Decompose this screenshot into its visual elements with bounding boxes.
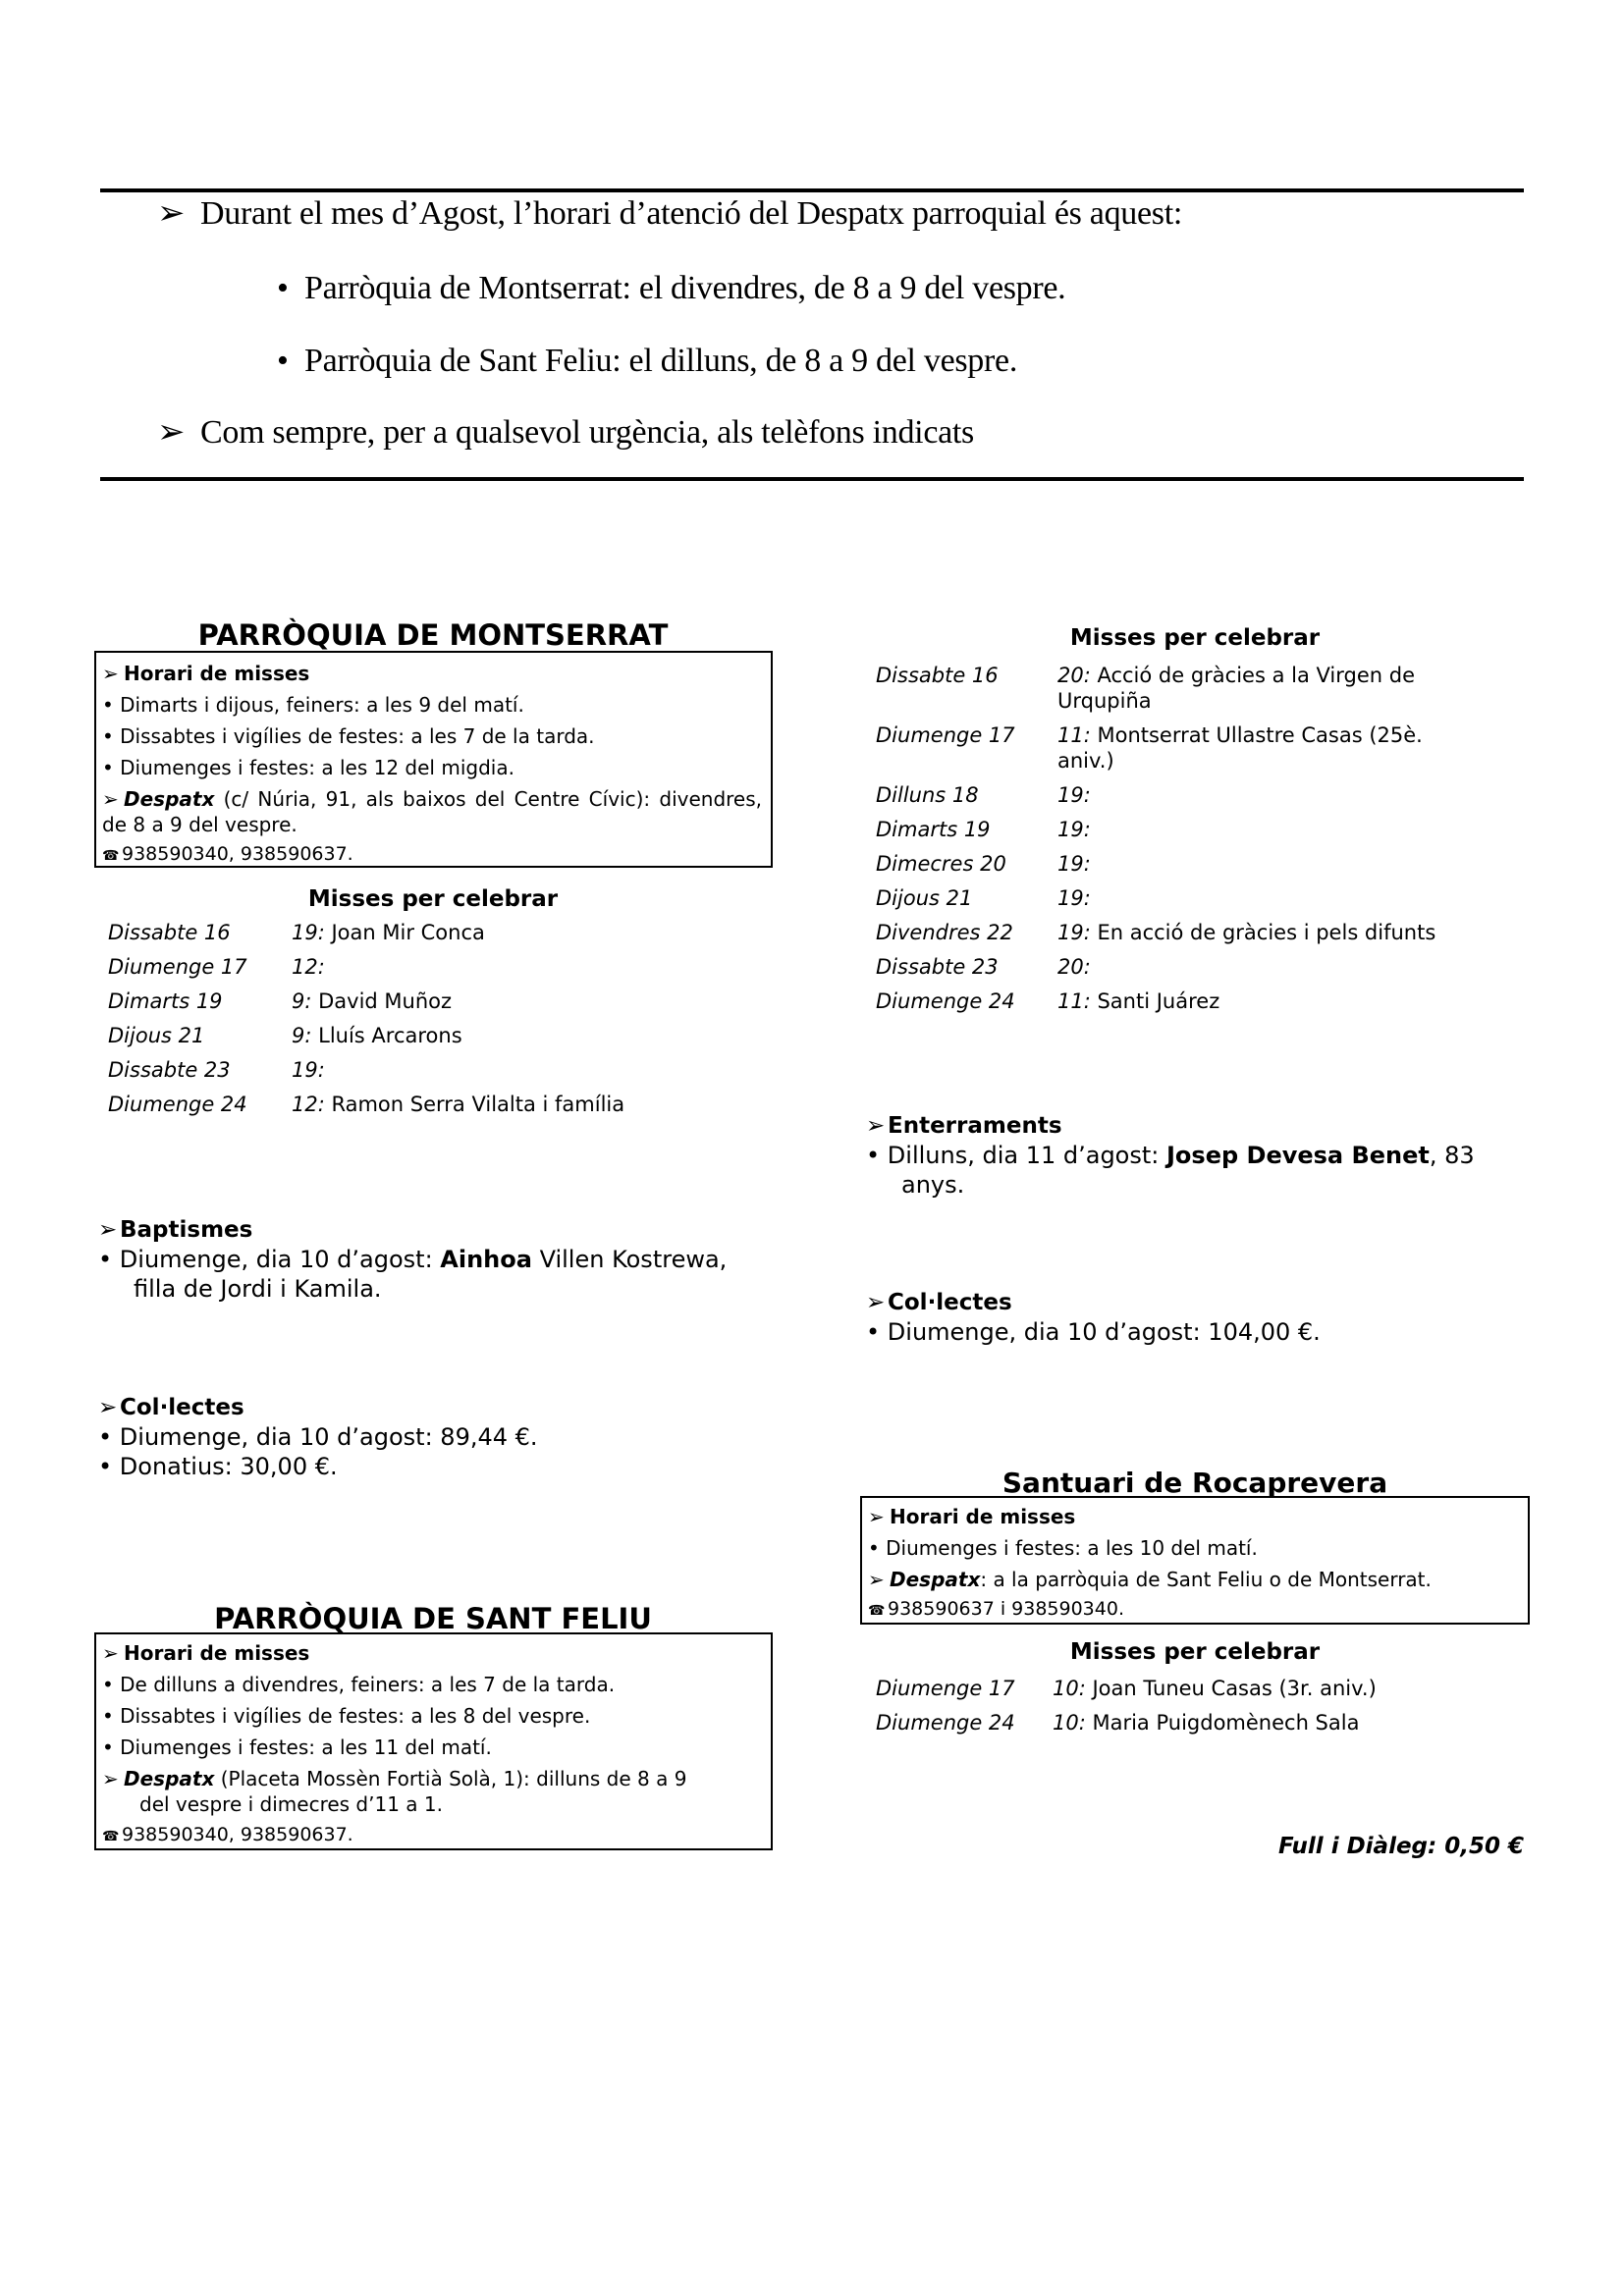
mass-day: Diumenge 17 — [876, 1677, 1015, 1700]
mass-hour: 11: — [1057, 723, 1091, 747]
phone-numbers: 938590340, 938590637. — [122, 1824, 353, 1845]
mass-hour: 20: — [1057, 664, 1091, 687]
mass-hour: 19: — [1057, 852, 1091, 876]
notice-text: Parròquia de Sant Feliu: el dilluns, de 8 a 9 del vespre. — [304, 343, 1018, 379]
phone-line — [102, 1822, 353, 1849]
mass-intention — [1057, 851, 1529, 877]
mass-intention-text: Santi Juárez — [1090, 989, 1220, 1013]
mass-hour: 10: — [1053, 1711, 1086, 1735]
baptisms-heading-text: Baptismes — [120, 1217, 253, 1243]
mass-intention — [292, 1023, 763, 1048]
mass-intention — [292, 988, 763, 1014]
santfeliu-schedule-box — [94, 1632, 773, 1850]
bullet-icon: • — [102, 756, 114, 779]
office-label: Despatx — [890, 1568, 981, 1591]
phone-numbers: 938590340, 938590637. — [122, 843, 353, 865]
mass-intention — [1057, 663, 1529, 714]
mass-intention-text: Maria Puigdomènech Sala — [1085, 1711, 1360, 1735]
schedule-item-text: Dissabtes i vigílies de festes: a les 7 de la tarda. — [120, 724, 595, 748]
office-text: : a la parròquia de Sant Feliu o de Montserrat. — [980, 1568, 1432, 1591]
notice-text: Parròquia de Montserrat: el divendres, de 8 a 9 del vespre. — [304, 270, 1066, 306]
schedule-item-text: Diumenges i festes: a les 12 del migdia. — [120, 756, 514, 779]
mass-hour: 19: — [292, 1058, 325, 1082]
arrow-icon: ➢ — [157, 195, 186, 232]
mass-hour: 9: — [292, 1024, 312, 1047]
schedule-item — [868, 1535, 1258, 1561]
mass-hour: 19: — [1057, 818, 1091, 841]
mass-day: Diumenge 17 — [108, 955, 247, 979]
santfeliu-collections-heading — [866, 1289, 1012, 1316]
bullet-icon: • — [98, 1246, 113, 1273]
baptism-name: Ainhoa — [440, 1246, 532, 1273]
schedule-item — [102, 755, 514, 780]
bullet-icon: • — [277, 270, 289, 306]
arrow-icon: ➢ — [102, 1767, 119, 1790]
funeral-date: Dilluns, dia 11 d’agost: — [887, 1142, 1166, 1169]
mass-intention-text: Joan Tuneu Casas (3r. aniv.) — [1085, 1677, 1377, 1700]
funeral-age: , 83 — [1429, 1142, 1475, 1169]
bullet-icon: • — [866, 1318, 881, 1346]
arrow-icon: ➢ — [868, 1568, 885, 1591]
mass-intention — [1057, 988, 1529, 1014]
bullet-icon: • — [102, 1704, 114, 1728]
mass-intention — [1053, 1710, 1524, 1735]
mass-day: Dissabte 16 — [108, 921, 231, 944]
montserrat-collections-heading — [98, 1394, 244, 1421]
mass-hour: 10: — [1053, 1677, 1086, 1700]
schedule-item-text: De dilluns a divendres, feiners: a les 7 de la tarda. — [120, 1673, 616, 1696]
mass-intention — [1053, 1676, 1524, 1701]
schedule-item — [102, 723, 595, 749]
bullet-icon: • — [277, 343, 289, 379]
schedule-item-text: Dimarts i dijous, feiners: a les 9 del matí. — [120, 693, 524, 717]
mass-day: Dijous 21 — [876, 886, 973, 910]
office-info — [102, 786, 762, 837]
phone-icon: ☎ — [102, 848, 120, 864]
funeral-age-cont: anys. — [901, 1171, 965, 1199]
notice-line-2 — [277, 269, 1065, 308]
schedule-heading — [868, 1504, 1075, 1529]
office-info-cont: del vespre i dimecres d’11 a 1. — [139, 1792, 443, 1816]
schedule-heading-text: Horari de misses — [124, 1641, 310, 1665]
collection-text: Diumenge, dia 10 d’agost: 89,44 €. — [119, 1423, 538, 1451]
mass-intention — [1057, 954, 1529, 980]
notice-text: Durant el mes d’Agost, l’horari d’atenció del Despatx parroquial és aquest: — [200, 195, 1183, 232]
mass-hour: 19: — [1057, 921, 1091, 944]
phone-line — [102, 841, 353, 869]
bullet-icon: • — [102, 1673, 114, 1696]
arrow-icon: ➢ — [868, 1505, 885, 1528]
bulletin-price: Full i Diàleg: 0,50 € — [1278, 1834, 1524, 1859]
arrow-icon: ➢ — [102, 1641, 119, 1665]
mass-intention — [1057, 782, 1529, 808]
schedule-item — [102, 692, 524, 718]
collection-item — [866, 1317, 1321, 1347]
schedule-item-text: Dissabtes i vigílies de festes: a les 8 del vespre. — [120, 1704, 591, 1728]
collection-text: Diumenge, dia 10 d’agost: 104,00 €. — [887, 1318, 1321, 1346]
mass-intention-text: Acció de gràcies a la Virgen de — [1090, 664, 1416, 687]
office-text: (c/ Núria, 91, als baixos del Centre Cívic): divendres, de 8 a 9 del vespre. — [102, 787, 762, 836]
schedule-heading-text: Horari de misses — [124, 662, 310, 685]
mass-intention — [1057, 920, 1529, 945]
mass-day: Diumenge 24 — [876, 989, 1015, 1013]
mass-day: Dimarts 19 — [108, 989, 223, 1013]
bullet-icon: • — [98, 1453, 113, 1480]
mass-day: Diumenge 24 — [876, 1711, 1015, 1735]
mass-day: Dissabte 23 — [108, 1058, 231, 1082]
bullet-icon: • — [102, 724, 114, 748]
funeral-item — [866, 1141, 1534, 1200]
bullet-icon: • — [102, 693, 114, 717]
mass-intention-cont: aniv.) — [1057, 749, 1114, 773]
bullet-icon: • — [102, 1735, 114, 1759]
mass-hour: 19: — [292, 921, 325, 944]
office-label: Despatx — [124, 1767, 215, 1790]
bullet-icon: • — [866, 1142, 881, 1169]
mass-hour: 19: — [1057, 886, 1091, 910]
rocaprevera-masses-heading: Misses per celebrar — [1069, 1639, 1321, 1665]
funeral-name: Josep Devesa Benet — [1166, 1142, 1430, 1169]
rocaprevera-schedule-box — [860, 1496, 1530, 1625]
schedule-item — [102, 1735, 492, 1760]
collection-text: Donatius: 30,00 €. — [119, 1453, 338, 1480]
office-info — [868, 1567, 1432, 1592]
arrow-icon: ➢ — [157, 414, 186, 451]
montserrat-title: PARRÒQUIA DE MONTSERRAT — [197, 618, 669, 652]
phone-icon: ☎ — [102, 1829, 120, 1844]
arrow-icon: ➢ — [102, 787, 119, 811]
collection-item — [98, 1422, 538, 1452]
top-rule — [100, 188, 1524, 192]
mass-day: Dissabte 23 — [876, 955, 999, 979]
baptism-parents: filla de Jordi i Kamila. — [134, 1275, 382, 1303]
arrow-icon: ➢ — [102, 662, 119, 685]
santfeliu-masses-heading: Misses per celebrar — [1069, 625, 1321, 651]
phone-line — [868, 1596, 1124, 1624]
notice-line-4 — [157, 413, 974, 453]
baptisms-heading — [98, 1216, 252, 1244]
montserrat-schedule-box — [94, 651, 773, 868]
schedule-heading-text: Horari de misses — [890, 1505, 1076, 1528]
mass-day: Dijous 21 — [108, 1024, 205, 1047]
baptism-item — [98, 1245, 776, 1304]
mass-intention-text: Ramon Serra Vilalta i família — [324, 1093, 625, 1116]
collections-heading-text: Col·lectes — [120, 1395, 244, 1420]
baptism-surname: Villen Kostrewa, — [531, 1246, 728, 1273]
montserrat-masses-heading: Misses per celebrar — [307, 886, 559, 912]
baptism-date: Diumenge, dia 10 d’agost: — [119, 1246, 441, 1273]
mass-day: Diumenge 17 — [876, 723, 1015, 747]
mass-day: Diumenge 24 — [108, 1093, 247, 1116]
mass-intention — [292, 1057, 763, 1083]
mass-intention — [292, 954, 763, 980]
collections-heading-text: Col·lectes — [888, 1290, 1012, 1315]
mass-day: Dimarts 19 — [876, 818, 991, 841]
schedule-heading — [102, 661, 309, 686]
mass-intention-cont: Urqupiña — [1057, 689, 1152, 713]
schedule-item — [102, 1703, 590, 1729]
schedule-heading — [102, 1640, 309, 1666]
mass-hour: 12: — [292, 1093, 325, 1116]
arrow-icon: ➢ — [866, 1290, 886, 1315]
mass-intention-text: David Muñoz — [311, 989, 453, 1013]
arrow-icon: ➢ — [866, 1113, 886, 1139]
rocaprevera-title: Santuari de Rocaprevera — [1001, 1467, 1388, 1499]
bullet-icon: • — [868, 1536, 880, 1560]
arrow-icon: ➢ — [98, 1217, 118, 1243]
mass-intention — [1057, 722, 1529, 774]
mass-intention — [1057, 817, 1529, 842]
mass-intention — [292, 1092, 763, 1117]
mass-day: Dissabte 16 — [876, 664, 999, 687]
bullet-icon: • — [98, 1423, 113, 1451]
mass-day: Dimecres 20 — [876, 852, 1006, 876]
santfeliu-title: PARRÒQUIA DE SANT FELIU — [214, 1602, 652, 1635]
mass-intention-text: En acció de gràcies i pels difunts — [1090, 921, 1436, 944]
notice-text: Com sempre, per a qualsevol urgència, als telèfons indicats — [200, 414, 974, 451]
office-label: Despatx — [124, 787, 215, 811]
mass-intention — [292, 920, 763, 945]
funerals-heading — [866, 1112, 1062, 1140]
notice-line-1 — [157, 194, 1182, 234]
mass-intention-text: Montserrat Ullastre Casas (25è. — [1090, 723, 1423, 747]
mass-day: Dilluns 18 — [876, 783, 979, 807]
office-info — [102, 1766, 686, 1791]
schedule-item-text: Diumenges i festes: a les 10 del matí. — [886, 1536, 1258, 1560]
mass-hour: 19: — [1057, 783, 1091, 807]
mass-hour: 11: — [1057, 989, 1091, 1013]
mass-intention-text: Lluís Arcarons — [311, 1024, 462, 1047]
mass-day: Divendres 22 — [876, 921, 1013, 944]
office-text: (Placeta Mossèn Fortià Solà, 1): dilluns de 8 a 9 — [214, 1767, 687, 1790]
mass-hour: 12: — [292, 955, 325, 979]
phone-numbers: 938590637 i 938590340. — [888, 1598, 1124, 1620]
mass-intention-text: Joan Mir Conca — [324, 921, 485, 944]
schedule-item-text: Diumenges i festes: a les 11 del matí. — [120, 1735, 492, 1759]
notice-line-3 — [277, 342, 1017, 381]
bottom-rule — [100, 477, 1524, 481]
mass-hour: 9: — [292, 989, 312, 1013]
mass-hour: 20: — [1057, 955, 1091, 979]
schedule-item — [102, 1672, 615, 1697]
collection-item — [98, 1452, 338, 1481]
mass-intention — [1057, 885, 1529, 911]
arrow-icon: ➢ — [98, 1395, 118, 1420]
funerals-heading-text: Enterraments — [888, 1113, 1062, 1139]
phone-icon: ☎ — [868, 1603, 886, 1619]
